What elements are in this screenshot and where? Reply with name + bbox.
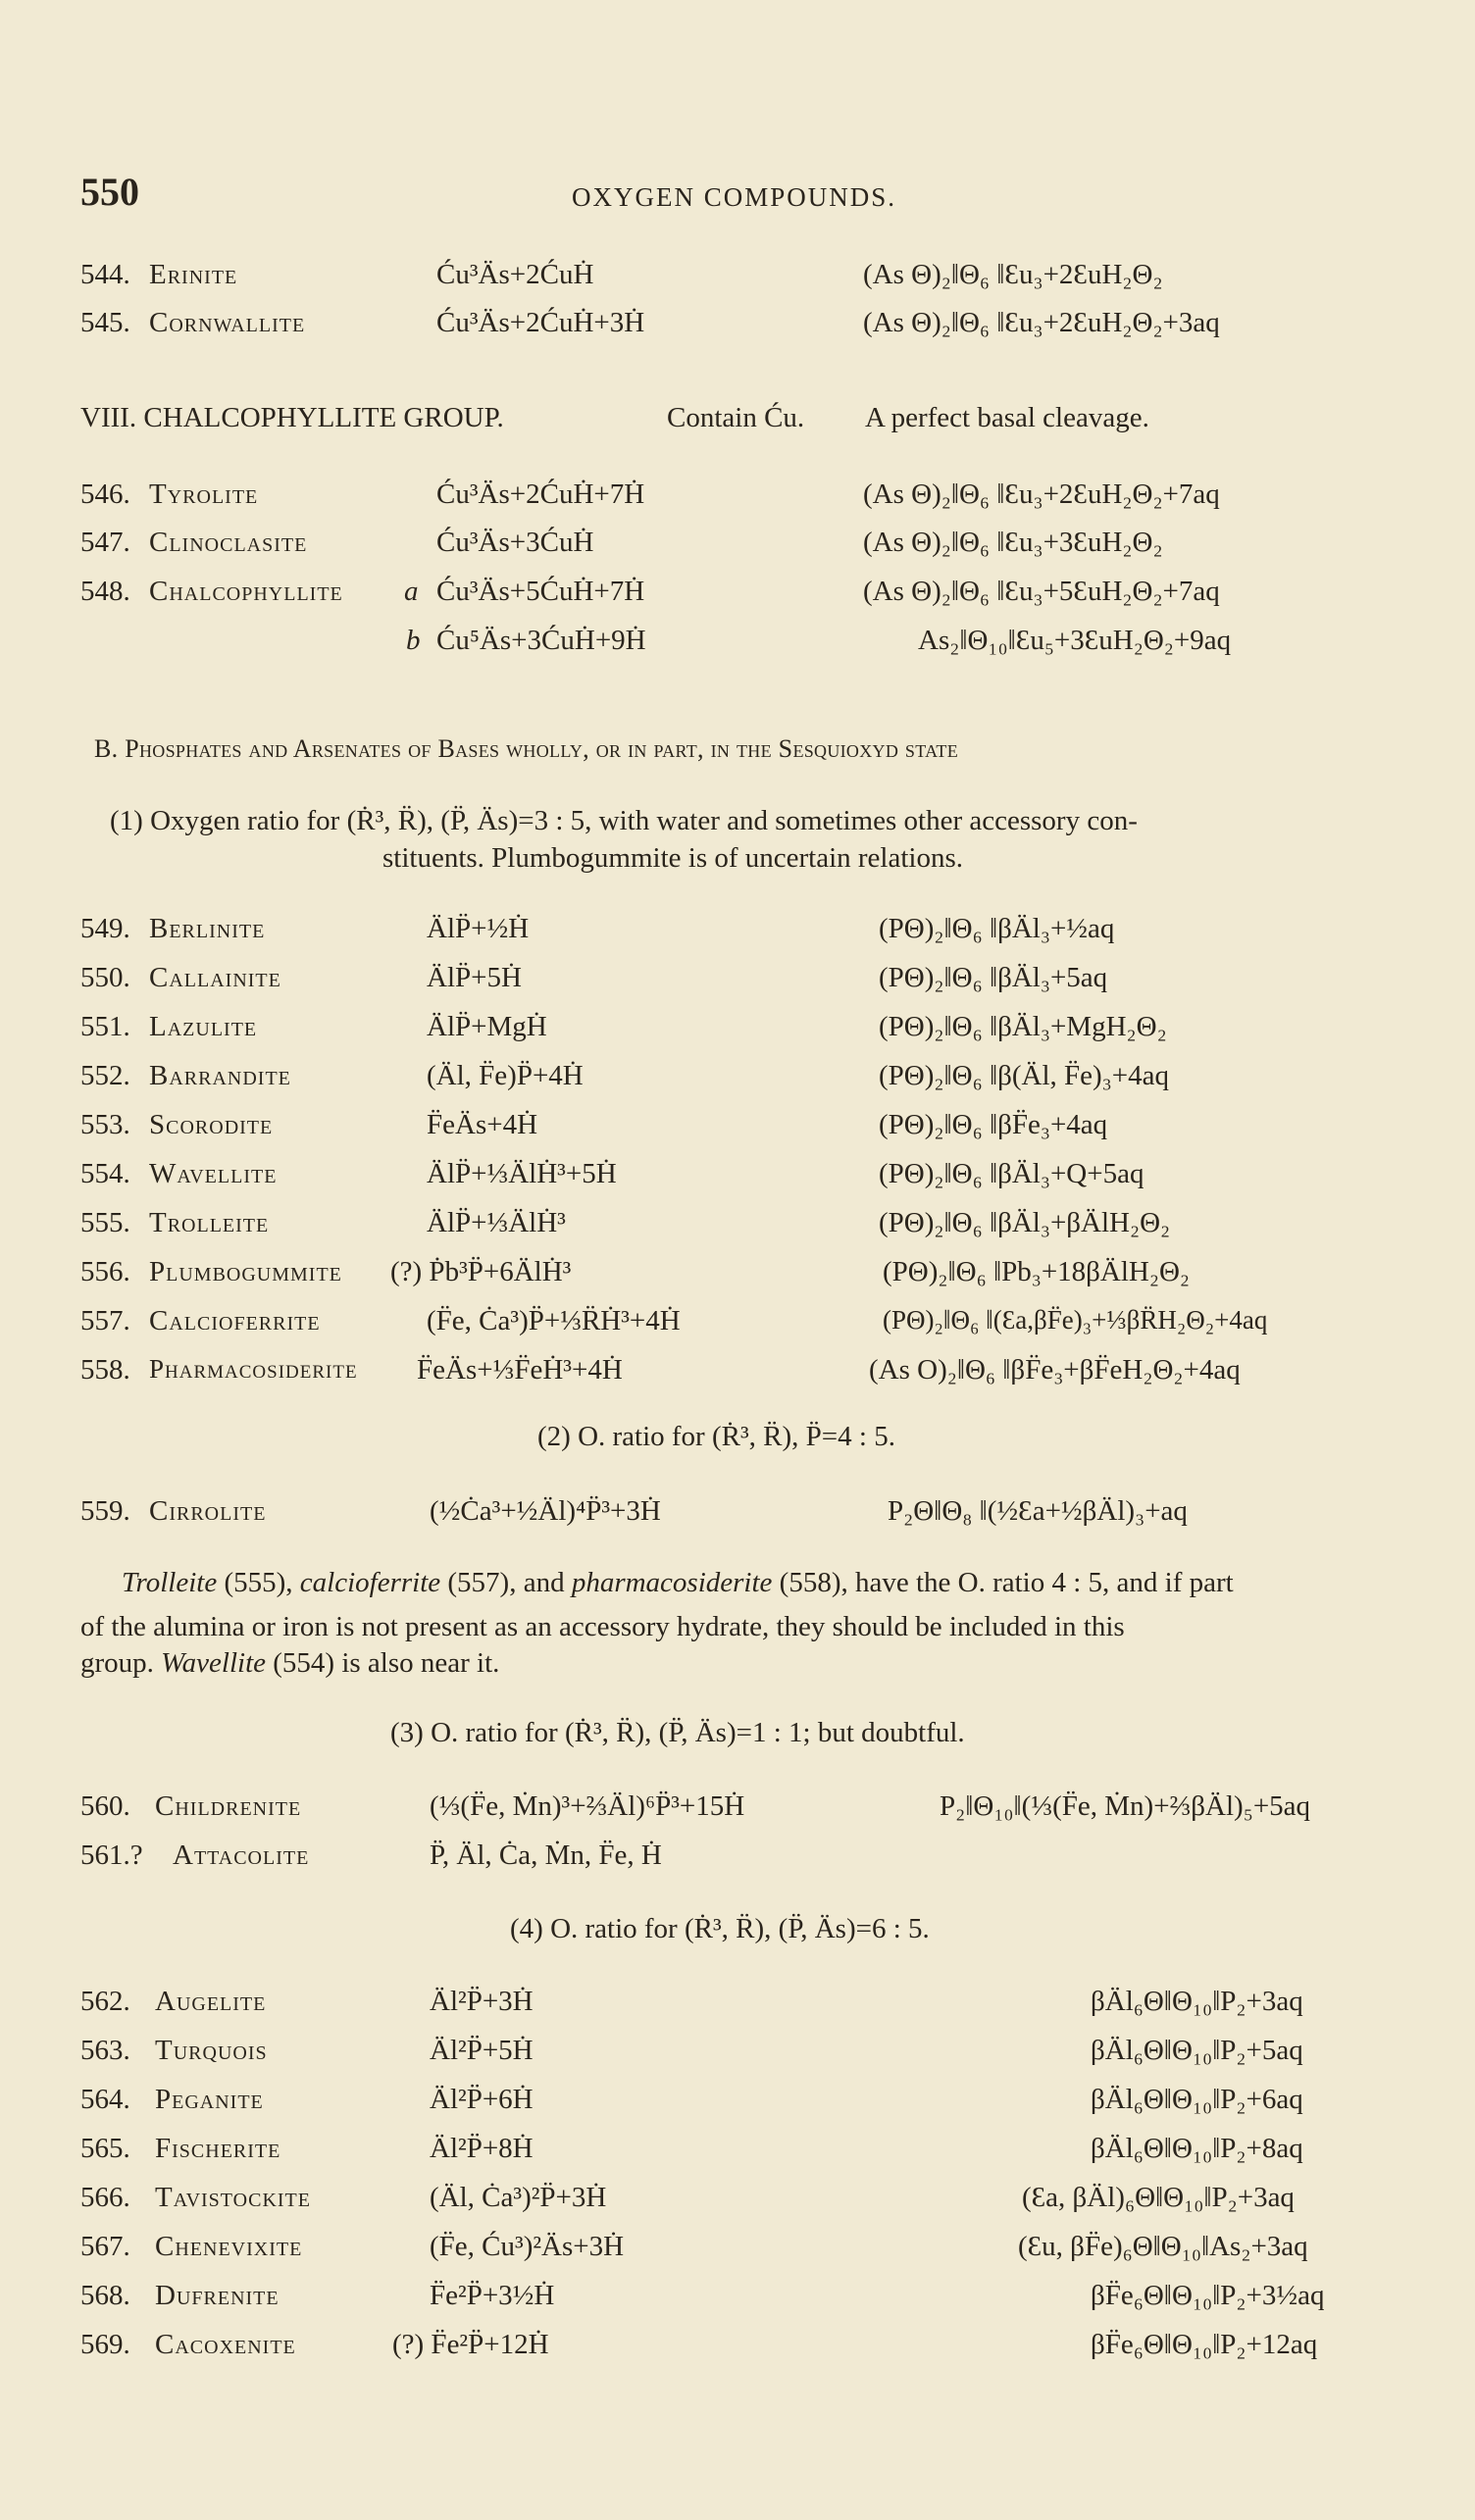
old-formula: ÄlP̈+½Ḣ (427, 913, 530, 944)
row-number: 546. (80, 479, 130, 510)
new-formula: (As Θ)₂‖Θ₆ ‖Ɛu₃+2ƐuH₂Θ₂+7aq (863, 479, 1220, 510)
row-number: 561.? (80, 1840, 143, 1871)
old-formula: Äl²P̈+5Ḣ (430, 2035, 534, 2066)
mineral-name: Trolleite (149, 1207, 270, 1238)
note-line-2: of the alumina or iron is not present as an accessory hydrate, they should be included in this (80, 1611, 1125, 1642)
mineral-name: Peganite (155, 2084, 264, 2115)
new-formula: (PΘ)₂‖Θ₆ ‖Pb₃+18βÄlH₂Θ₂ (883, 1256, 1191, 1287)
note-text: (557), and (440, 1567, 572, 1598)
old-formula: (½Ċa³+½Äl)⁴P̈³+3Ḣ (430, 1495, 661, 1527)
old-formula: F̈eÄs+4Ḣ (427, 1109, 538, 1140)
new-formula: (As Θ)₂‖Θ₆ ‖Ɛu₃+5ƐuH₂Θ₂+7aq (863, 576, 1220, 607)
mineral-name: Attacolite (173, 1840, 310, 1871)
mineral-ref: pharmacosiderite (571, 1567, 773, 1598)
mineral-name: Chenevixite (155, 2231, 303, 2262)
mineral-name: Tyrolite (149, 479, 259, 510)
new-formula: (PΘ)₂‖Θ₆ ‖βÄl₃+Q+5aq (879, 1158, 1144, 1189)
new-formula: (As O)₂‖Θ₆ ‖βF̈e₃+βF̈eH₂Θ₂+4aq (869, 1354, 1241, 1386)
new-formula: (As Θ)₂‖Θ₆ ‖Ɛu₃+3ƐuH₂Θ₂ (863, 527, 1163, 558)
new-formula: βF̈e₆Θ‖Θ₁₀‖P₂+12aq (1091, 2329, 1318, 2360)
old-formula: Äl²P̈+8Ḣ (430, 2133, 534, 2164)
new-formula: (Ɛu, βF̈e)₆Θ‖Θ₁₀‖As₂+3aq (1018, 2231, 1308, 2262)
old-formula: (Äl, Ċa³)²P̈+3Ḣ (430, 2182, 607, 2213)
row-number: 556. (80, 1256, 130, 1287)
variety-label: b (406, 625, 421, 656)
old-formula: (?) F̈e²P̈+12Ḣ (392, 2329, 549, 2360)
note-text: (558), have the O. ratio 4 : 5, and if part (772, 1567, 1234, 1598)
old-formula: ÄlP̈+5Ḣ (427, 962, 522, 993)
old-formula: (F̈e, Ċa³)P̈+⅓R̈Ḣ³+4Ḣ (427, 1305, 681, 1336)
mineral-name: Cacoxenite (155, 2329, 296, 2360)
row-number: 545. (80, 307, 130, 338)
new-formula: (As Θ)₂‖Θ₆ ‖Ɛu₃+2ƐuH₂Θ₂+3aq (863, 307, 1220, 338)
mineral-name: Callainite (149, 962, 281, 993)
subheading-4: (4) O. ratio for (Ṙ³, R̈), (P̈, Äs)=6 : 5. (510, 1913, 930, 1944)
row-number: 554. (80, 1158, 130, 1189)
new-formula: P₂Θ‖Θ₈ ‖(½Ɛa+½βÄl)₃+aq (888, 1495, 1188, 1527)
mineral-name: Erinite (149, 259, 238, 290)
row-number: 568. (80, 2280, 130, 2311)
old-formula: Äl²P̈+6Ḣ (430, 2084, 534, 2115)
old-formula: Ću³Äs+5ĆuḢ+7Ḣ (436, 576, 645, 607)
new-formula: βÄl₆Θ‖Θ₁₀‖P₂+8aq (1091, 2133, 1303, 2164)
old-formula: (?) Ṗb³P̈+6ÄlḢ³ (390, 1256, 572, 1287)
old-formula: F̈eÄs+⅓F̈eḢ³+4Ḣ (417, 1354, 623, 1386)
section-heading: B. Phosphates and Arsenates of Bases wholly, or in part, in the Sesquioxyd state (94, 734, 958, 763)
row-number: 565. (80, 2133, 130, 2164)
row-number: 557. (80, 1305, 130, 1336)
page-number: 550 (80, 170, 139, 214)
mineral-name: Childrenite (155, 1790, 302, 1822)
new-formula: As₂‖Θ₁₀‖Ɛu₅+3ƐuH₂Θ₂+9aq (918, 625, 1232, 656)
row-number: 562. (80, 1986, 130, 2017)
row-number: 566. (80, 2182, 130, 2213)
row-number: 564. (80, 2084, 130, 2115)
mineral-name: Scorodite (149, 1109, 274, 1140)
new-formula: (PΘ)₂‖Θ₆ ‖βÄl₃+½aq (879, 913, 1115, 944)
new-formula: (PΘ)₂‖Θ₆ ‖β(Äl, F̈e)₃+4aq (879, 1060, 1169, 1091)
note-text: group. (80, 1647, 162, 1679)
old-formula: ÄlP̈+⅓ÄlḢ³ (427, 1207, 566, 1238)
mineral-name: Fischerite (155, 2133, 281, 2164)
row-number: 558. (80, 1354, 130, 1386)
new-formula: βÄl₆Θ‖Θ₁₀‖P₂+3aq (1091, 1986, 1303, 2017)
new-formula: βÄl₆Θ‖Θ₁₀‖P₂+6aq (1091, 2084, 1303, 2115)
old-formula: Ću³Äs+3ĆuḢ (436, 527, 594, 558)
mineral-name: Pharmacosiderite (149, 1354, 358, 1384)
new-formula: (PΘ)₂‖Θ₆ ‖βF̈e₃+4aq (879, 1109, 1108, 1140)
row-number: 550. (80, 962, 130, 993)
row-number: 551. (80, 1011, 130, 1042)
new-formula: (PΘ)₂‖Θ₆ ‖(Ɛa,βF̈e)₃+⅓βR̈H₂Θ₂+4aq (883, 1305, 1268, 1335)
mineral-name: Dufrenite (155, 2280, 280, 2311)
old-formula: Ću³Äs+2ĆuḢ+7Ḣ (436, 479, 645, 510)
mineral-name: Berlinite (149, 913, 266, 944)
old-formula: Ću³Äs+2ĆuḢ+3Ḣ (436, 307, 645, 338)
new-formula: (PΘ)₂‖Θ₆ ‖βÄl₃+5aq (879, 962, 1108, 993)
mineral-name: Augelite (155, 1986, 267, 2017)
row-number: 569. (80, 2329, 130, 2360)
note-text: (554) is also near it. (266, 1647, 500, 1679)
old-formula: (Äl, F̈e)P̈+4Ḣ (427, 1060, 584, 1091)
mineral-name: Cornwallite (149, 307, 306, 338)
new-formula: βÄl₆Θ‖Θ₁₀‖P₂+5aq (1091, 2035, 1303, 2066)
mineral-name: Calcioferrite (149, 1305, 321, 1336)
row-number: 549. (80, 913, 130, 944)
group-cleavage: A perfect basal cleavage. (865, 402, 1149, 433)
subheading-2: (2) O. ratio for (Ṙ³, R̈), P̈=4 : 5. (537, 1421, 895, 1452)
old-formula: ÄlP̈+⅓ÄlḢ³+5Ḣ (427, 1158, 617, 1189)
note-line-1 (122, 1561, 1234, 1604)
subheading-1: (1) Oxygen ratio for (Ṙ³, R̈), (P̈, Äs)=3 : 5, with water and sometimes other accessory con- (110, 805, 1138, 836)
row-number: 559. (80, 1495, 130, 1527)
mineral-name: Wavellite (149, 1158, 278, 1189)
row-number: 544. (80, 259, 130, 290)
mineral-name: Turquois (155, 2035, 268, 2066)
mineral-name: Lazulite (149, 1011, 258, 1042)
note-line-3 (80, 1641, 499, 1685)
mineral-name: Cirrolite (149, 1495, 267, 1527)
new-formula: P₂‖Θ₁₀‖(⅓(F̈e, Ṁn)+⅔βÄl)₅+5aq (940, 1790, 1311, 1822)
mineral-ref: Wavellite (161, 1647, 267, 1679)
row-number: 560. (80, 1790, 130, 1822)
mineral-name: Clinoclasite (149, 527, 308, 558)
mineral-ref: Trolleite (122, 1567, 218, 1598)
new-formula: (PΘ)₂‖Θ₆ ‖βÄl₃+MgH₂Θ₂ (879, 1011, 1167, 1042)
mineral-ref: calcioferrite (299, 1567, 441, 1598)
mineral-name: Chalcophyllite (149, 576, 343, 607)
mineral-name: Tavistockite (155, 2182, 311, 2213)
subheading-3: (3) O. ratio for (Ṙ³, R̈), (P̈, Äs)=1 : 1; but doubtful. (390, 1717, 965, 1748)
subheading-1-cont: stituents. Plumbogummite is of uncertain relations. (382, 842, 964, 874)
row-number: 552. (80, 1060, 130, 1091)
old-formula: Ću⁵Äs+3ĆuḢ+9Ḣ (436, 625, 646, 656)
old-formula: ÄlP̈+MgḢ (427, 1011, 547, 1042)
old-formula: Äl²P̈+3Ḣ (430, 1986, 534, 2017)
variety-label: a (404, 576, 419, 607)
row-number: 555. (80, 1207, 130, 1238)
new-formula: (PΘ)₂‖Θ₆ ‖βÄl₃+βÄlH₂Θ₂ (879, 1207, 1171, 1238)
new-formula: (Ɛa, βÄl)₆Θ‖Θ₁₀‖P₂+3aq (1022, 2182, 1295, 2213)
old-formula: Ću³Äs+2ĆuḢ (436, 259, 594, 290)
row-number: 553. (80, 1109, 130, 1140)
row-number: 547. (80, 527, 130, 558)
row-number: 548. (80, 576, 130, 607)
mineral-name: Barrandite (149, 1060, 291, 1091)
new-formula: (As Θ)₂‖Θ₆ ‖Ɛu₃+2ƐuH₂Θ₂ (863, 259, 1163, 290)
new-formula: βF̈e₆Θ‖Θ₁₀‖P₂+3½aq (1091, 2280, 1325, 2311)
row-number: 563. (80, 2035, 130, 2066)
mineral-name: Plumbogummite (149, 1256, 342, 1287)
old-formula: (⅓(F̈e, Ṁn)³+⅔Äl)⁶P̈³+15Ḣ (430, 1790, 745, 1822)
old-formula: F̈e²P̈+3½Ḣ (430, 2280, 555, 2311)
note-text: (555), (217, 1567, 300, 1598)
group-contain: Contain Ću. (667, 402, 805, 433)
row-number: 567. (80, 2231, 130, 2262)
group-heading: VIII. CHALCOPHYLLITE GROUP. (80, 402, 504, 433)
old-formula: P̈, Äl, Ċa, Ṁn, F̈e, Ḣ (430, 1840, 662, 1871)
old-formula: (F̈e, Ću³)²Äs+3Ḣ (430, 2231, 625, 2262)
running-title: OXYGEN COMPOUNDS. (572, 182, 897, 212)
